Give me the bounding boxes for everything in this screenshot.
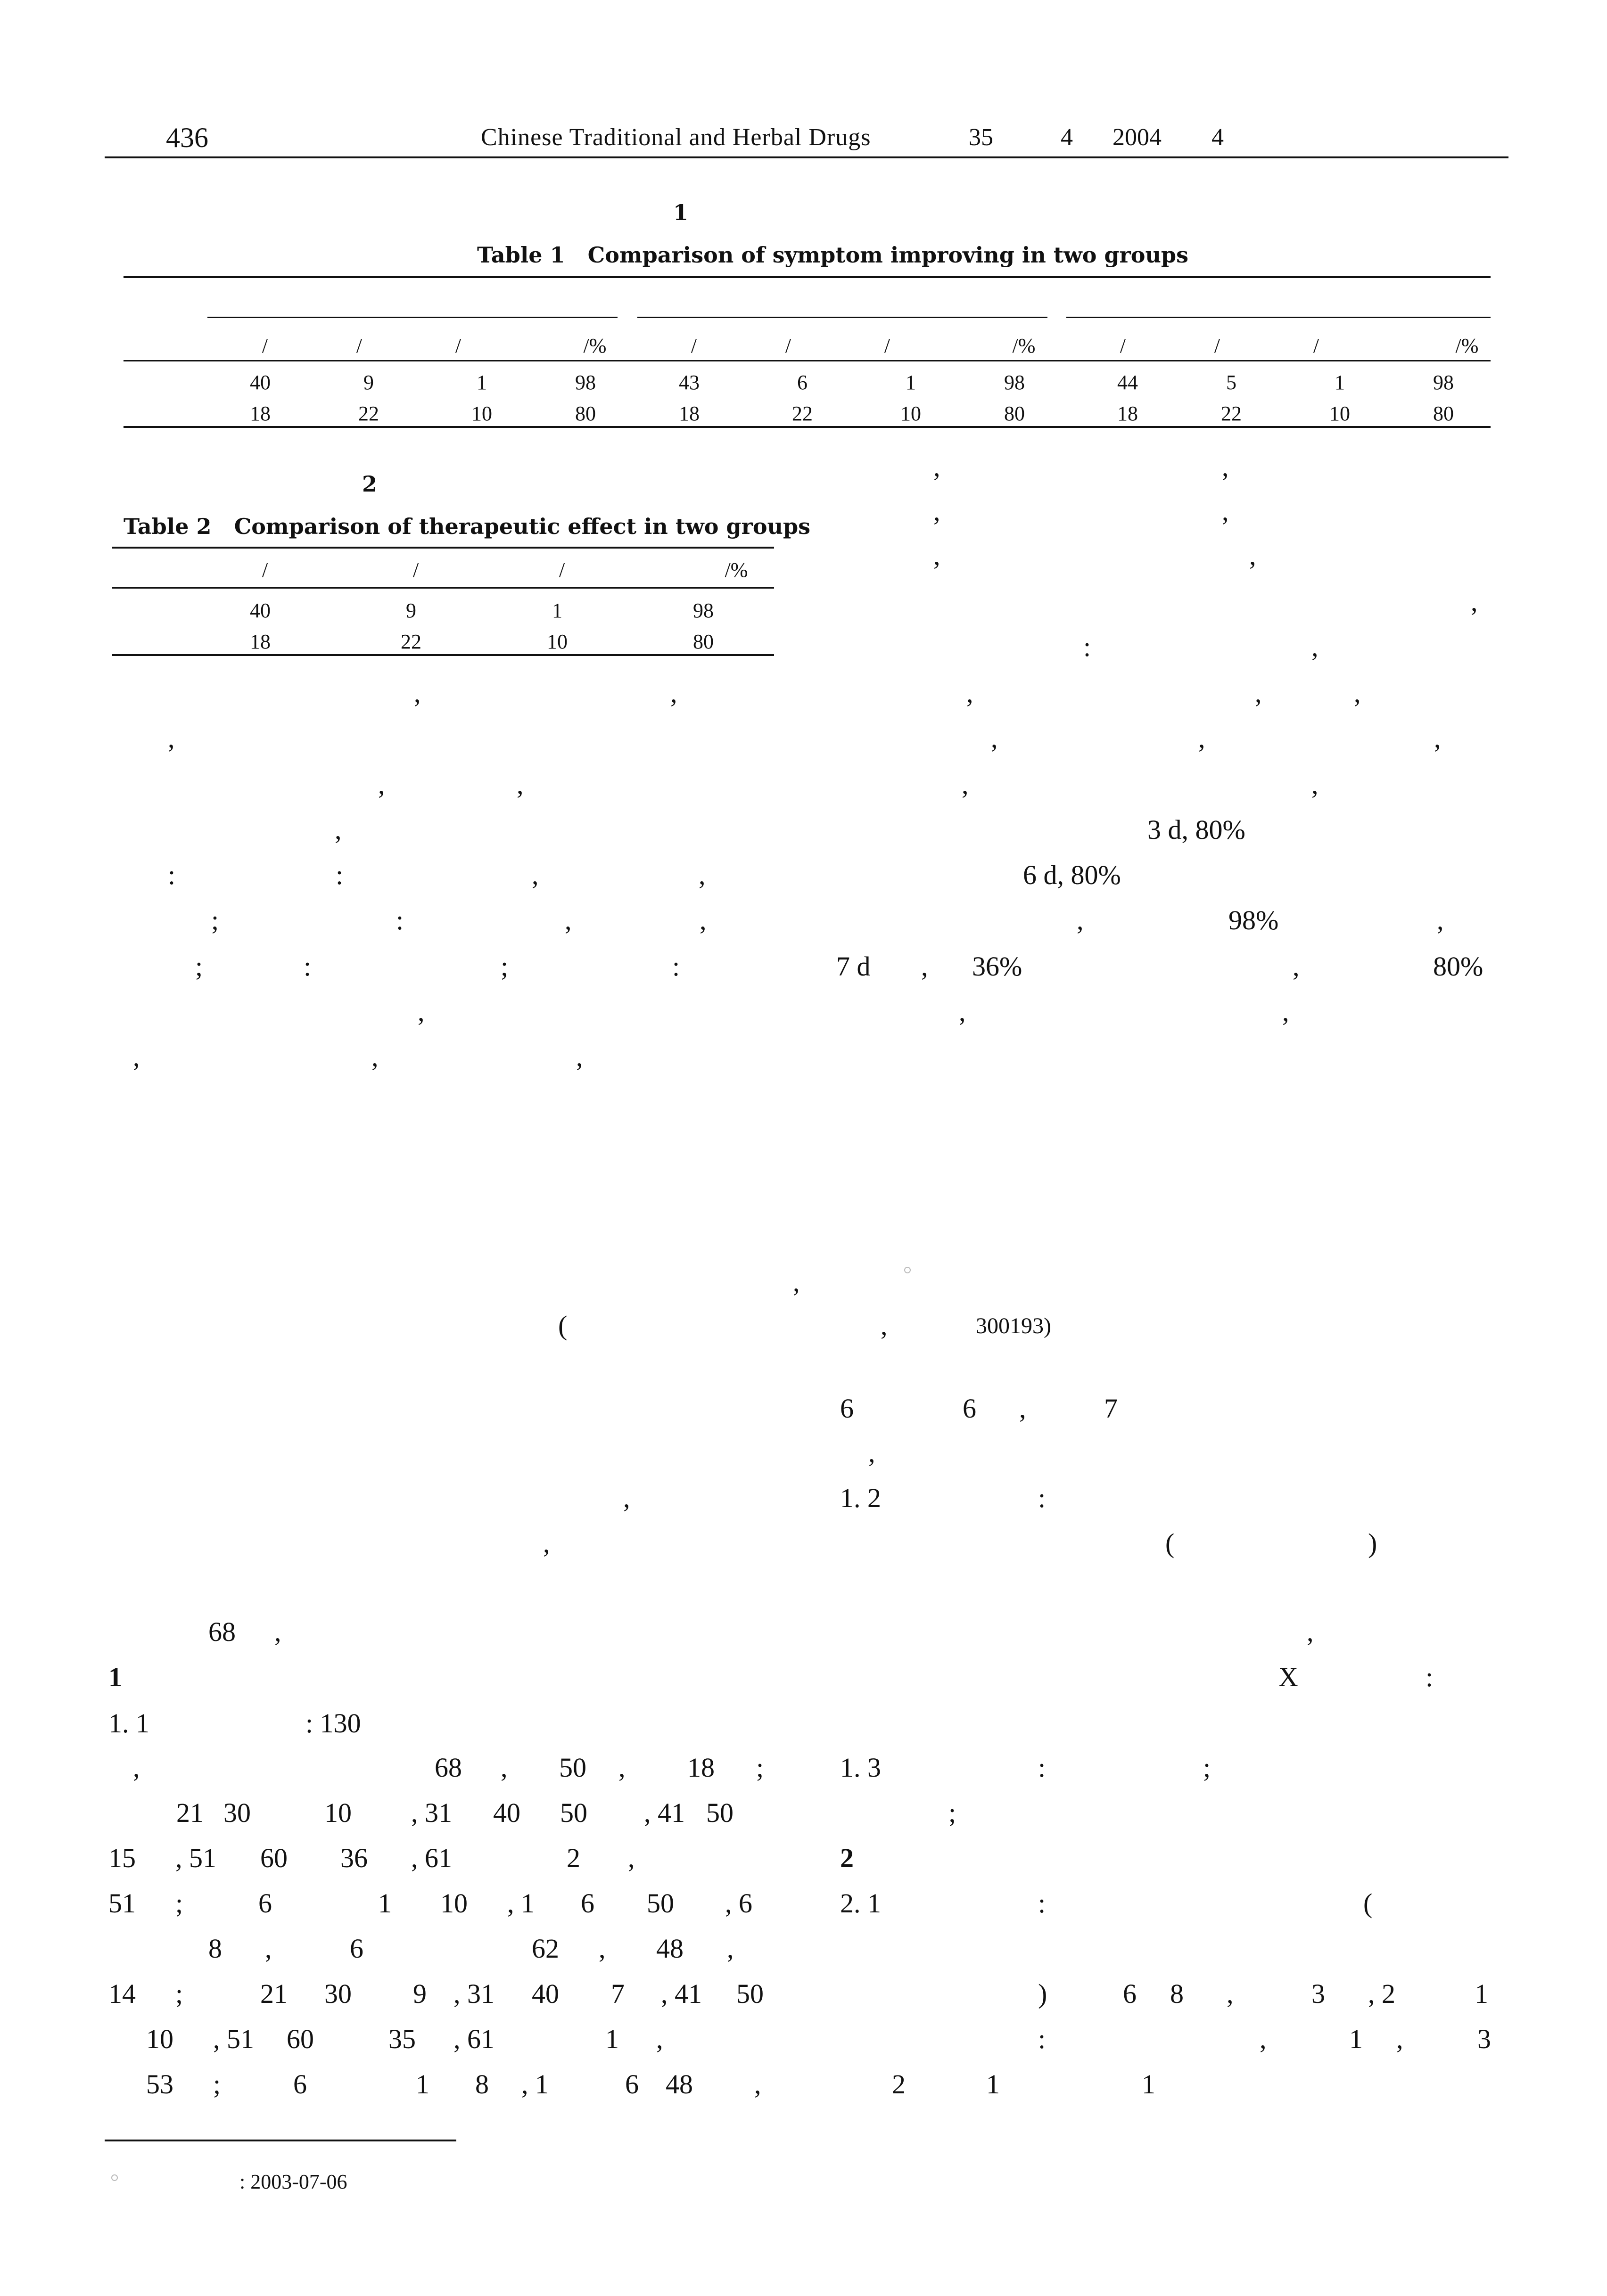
table-1-col-mark: /% <box>1455 334 1479 357</box>
text-fragment: 50 <box>559 1752 586 1783</box>
text-fragment: 8 <box>208 1933 222 1964</box>
table-1-group-rule-2 <box>637 317 1047 318</box>
text-fragment: , <box>1249 540 1256 571</box>
text-fragment: , <box>1311 631 1319 662</box>
text-fragment: , <box>532 860 539 890</box>
table-1-col-mark: / <box>1214 334 1220 357</box>
text-fragment: 7 <box>611 1978 625 2009</box>
text-fragment: ; <box>1203 1752 1211 1783</box>
text-fragment: ) <box>1038 1978 1047 2009</box>
text-fragment: 6 d, 80% <box>1023 860 1121 890</box>
text-fragment: , <box>1437 905 1444 935</box>
journal-issue: 4 <box>1061 124 1073 151</box>
table-1-top-rule <box>124 276 1491 278</box>
text-fragment: , <box>959 996 966 1027</box>
text-fragment: 36 <box>340 1843 368 1873</box>
text-fragment: 21 <box>176 1797 204 1828</box>
table-cell: 80 <box>1004 402 1025 425</box>
author-line: , <box>793 1267 800 1297</box>
table-cell: 10 <box>471 402 492 425</box>
table-cell: 22 <box>401 630 421 653</box>
subsection-number: 1. 3 <box>840 1752 881 1783</box>
text-fragment: , <box>966 678 973 708</box>
table-2-number: 2 <box>362 471 378 497</box>
text-fragment: 7 <box>1104 1393 1118 1424</box>
table-cell: 43 <box>679 371 700 394</box>
text-fragment: ; <box>213 2069 221 2099</box>
text-fragment: , <box>727 1933 734 1964</box>
text-fragment: , <box>1311 769 1319 800</box>
text-fragment: , <box>414 678 421 708</box>
text-fragment: , <box>628 1843 635 1873</box>
affiliation-open: ( <box>558 1310 568 1341</box>
table-1-col-mark: / <box>455 334 461 357</box>
text-fragment: 50 <box>560 1797 587 1828</box>
footnote-rule <box>105 2140 456 2141</box>
text-fragment: 6 <box>1123 1978 1137 2009</box>
text-fragment: 30 <box>324 1978 352 2009</box>
table-cell: 22 <box>358 402 379 425</box>
table-1-group-rule-3 <box>1066 317 1491 318</box>
table-1-col-mark: / <box>356 334 363 357</box>
text-fragment: : <box>1083 631 1091 662</box>
text-fragment: , <box>754 2069 761 2099</box>
text-fragment: , <box>670 678 677 708</box>
table-cell: 18 <box>1117 402 1138 425</box>
text-fragment: , <box>1260 2024 1267 2054</box>
text-fragment: , <box>1307 1616 1314 1647</box>
table-cell: 5 <box>1226 371 1236 394</box>
table-1-col-mark: / <box>262 334 268 357</box>
text-fragment: 1 <box>986 2069 1000 2099</box>
table-2-col-mark: /% <box>725 558 748 582</box>
text-fragment: ; <box>756 1752 764 1783</box>
text-fragment: 6 <box>840 1393 854 1424</box>
text-fragment: 1 <box>1349 2024 1363 2054</box>
text-fragment: , <box>501 1752 508 1783</box>
text-fragment: , 6 <box>725 1888 752 1919</box>
text-fragment: 48 <box>666 2069 693 2099</box>
text-fragment: , 41 <box>661 1978 702 2009</box>
text-fragment: , <box>1396 2024 1403 2054</box>
text-fragment: 6 <box>258 1888 272 1919</box>
text-fragment: 3 d, 80% <box>1147 814 1245 845</box>
table-cell: 40 <box>250 599 271 622</box>
table-2-col-mark: / <box>412 558 419 582</box>
journal-year: 2004 <box>1113 124 1162 151</box>
text-fragment: , <box>565 905 572 935</box>
table-1-number: 1 <box>673 200 689 225</box>
text-fragment: 6 <box>581 1888 594 1919</box>
received-date: : 2003-07-06 <box>239 2170 347 2193</box>
text-fragment: , <box>1019 1393 1026 1424</box>
text-fragment: , <box>133 1041 140 1072</box>
table-2-top-rule <box>112 547 774 549</box>
table-cell: 98 <box>1433 371 1454 394</box>
text-fragment: , <box>962 769 969 800</box>
text-fragment: , <box>1434 723 1441 754</box>
text-fragment: , <box>1227 1978 1234 2009</box>
table-1-col-mark: / <box>1313 334 1319 357</box>
text-fragment: , 51 <box>175 1843 216 1873</box>
text-fragment: ; <box>175 1978 183 2009</box>
subsection-number: 2. 1 <box>840 1888 881 1919</box>
text-fragment: , <box>933 540 940 571</box>
table-1-col-mark: / <box>884 334 890 357</box>
text-fragment: : <box>672 951 680 982</box>
text-fragment: : <box>1038 1752 1046 1783</box>
text-fragment: , <box>700 905 707 935</box>
text-fragment: 8 <box>475 2069 489 2099</box>
text-fragment: 68 <box>435 1752 462 1783</box>
text-fragment: , <box>921 951 928 982</box>
text-fragment: , <box>265 1933 272 1964</box>
text-fragment: , <box>933 496 940 526</box>
text-fragment: 18 <box>687 1752 715 1783</box>
table-cell: 22 <box>792 402 813 425</box>
text-fragment: 10 <box>146 2024 173 2054</box>
text-fragment: ; <box>195 951 203 982</box>
text-fragment: , <box>1354 678 1361 708</box>
table-2-col-mark: / <box>262 558 268 582</box>
table-cell: 1 <box>552 599 562 622</box>
text-fragment: 6 <box>293 2069 307 2099</box>
text-fragment: , 1 <box>507 1888 535 1919</box>
text-fragment: 1 <box>378 1888 392 1919</box>
text-fragment: , <box>1077 905 1084 935</box>
text-fragment: : <box>1426 1662 1434 1692</box>
text-fragment: 8 <box>1170 1978 1184 2009</box>
text-fragment: , <box>1282 996 1289 1027</box>
subsection-number: 1. 2 <box>840 1483 881 1513</box>
table-1-group-rule-1 <box>207 317 618 318</box>
journal-name: Chinese Traditional and Herbal Drugs <box>481 124 871 151</box>
table-1-bottom-rule <box>124 426 1491 428</box>
text-fragment: , 1 <box>521 2069 549 2099</box>
text-fragment: 68 <box>208 1616 236 1647</box>
text-fragment: 62 <box>532 1933 559 1964</box>
table-cell: 40 <box>250 371 271 394</box>
text-fragment: ; <box>211 905 219 935</box>
text-fragment: , <box>1255 678 1262 708</box>
text-fragment: 2 <box>567 1843 580 1873</box>
table-1-col-mark: / <box>785 334 791 357</box>
text-fragment: ( <box>1165 1528 1175 1558</box>
text-fragment: 21 <box>260 1978 288 2009</box>
text-fragment: 53 <box>146 2069 173 2099</box>
page-number: 436 <box>166 122 208 153</box>
text-fragment: , <box>1222 496 1229 526</box>
text-fragment: 36% <box>972 951 1022 982</box>
text-fragment: , 51 <box>213 2024 254 2054</box>
text-fragment: : 130 <box>305 1708 361 1738</box>
table-cell: 80 <box>693 630 714 653</box>
section-heading: 1 <box>108 1662 122 1692</box>
text-fragment: 3 <box>1311 1978 1325 2009</box>
text-fragment: , <box>274 1616 281 1647</box>
journal-month: 4 <box>1211 124 1224 151</box>
text-fragment: 14 <box>108 1978 136 2009</box>
table-cell: 18 <box>250 402 271 425</box>
affiliation-comma: , <box>881 1310 888 1341</box>
footnote-mark-icon <box>111 2174 118 2181</box>
text-fragment: 50 <box>647 1888 674 1919</box>
text-fragment: , <box>868 1437 875 1468</box>
text-fragment: : <box>304 951 312 982</box>
text-fragment: , <box>1293 951 1300 982</box>
text-fragment: , <box>1222 451 1229 482</box>
affiliation-postcode: 300193) <box>976 1313 1051 1338</box>
text-fragment: 1 <box>605 2024 619 2054</box>
table-cell: 1 <box>477 371 487 394</box>
text-fragment: 40 <box>532 1978 559 2009</box>
text-fragment: 60 <box>287 2024 314 2054</box>
table-cell: 98 <box>575 371 596 394</box>
table-1-caption: Table 1 Comparison of symptom improving in two groups <box>477 242 1188 268</box>
section-heading: 2 <box>840 1843 854 1873</box>
table-1-col-mark: /% <box>1012 334 1036 357</box>
text-fragment: 15 <box>108 1843 136 1873</box>
subsection-number: 1. 1 <box>108 1708 149 1738</box>
text-fragment: , <box>618 1752 626 1783</box>
text-fragment: 50 <box>706 1797 733 1828</box>
text-fragment: , <box>378 769 385 800</box>
table-cell: 9 <box>363 371 374 394</box>
text-fragment: , <box>371 1041 379 1072</box>
table-cell: 18 <box>250 630 271 653</box>
table-1-col-mark: / <box>691 334 697 357</box>
text-fragment: 6 <box>963 1393 976 1424</box>
text-fragment: , <box>623 1483 630 1513</box>
table-cell: 98 <box>693 599 714 622</box>
table-1-mid-rule <box>124 360 1491 361</box>
text-fragment: 6 <box>625 2069 639 2099</box>
text-fragment: 80% <box>1433 951 1483 982</box>
text-fragment: , <box>599 1933 606 1964</box>
text-fragment: , 31 <box>453 1978 494 2009</box>
table-cell: 44 <box>1117 371 1138 394</box>
text-fragment: , <box>991 723 998 754</box>
header-rule <box>105 156 1508 158</box>
table-cell: 6 <box>797 371 808 394</box>
text-fragment: , <box>418 996 425 1027</box>
table-cell: 10 <box>1329 402 1350 425</box>
text-fragment: : <box>1038 1888 1046 1919</box>
text-fragment: 1 <box>1142 2069 1155 2099</box>
table-2-caption: Table 2 Comparison of therapeutic effect in two groups <box>124 514 811 539</box>
text-fragment: ( <box>1363 1888 1373 1919</box>
text-fragment: 7 d <box>836 951 871 982</box>
table-cell: 22 <box>1221 402 1242 425</box>
table-cell: 80 <box>575 402 596 425</box>
text-fragment: , <box>699 860 706 890</box>
text-fragment: 98% <box>1228 905 1279 935</box>
text-fragment: 48 <box>656 1933 684 1964</box>
text-fragment: , <box>517 769 524 800</box>
text-fragment: 1 <box>416 2069 429 2099</box>
text-fragment: , 61 <box>411 1843 452 1873</box>
table-cell: 10 <box>547 630 568 653</box>
text-fragment: , <box>1198 723 1205 754</box>
text-fragment: , <box>656 2024 663 2054</box>
text-fragment: 6 <box>350 1933 363 1964</box>
text-fragment: , <box>543 1528 550 1558</box>
table-1-col-mark: /% <box>583 334 607 357</box>
text-fragment: ) <box>1368 1528 1377 1558</box>
text-fragment: : <box>396 905 404 935</box>
text-fragment: ; <box>948 1797 956 1828</box>
table-cell: 98 <box>1004 371 1025 394</box>
text-fragment: 10 <box>324 1797 352 1828</box>
text-fragment: 2 <box>892 2069 906 2099</box>
table-2-bottom-rule <box>112 654 774 656</box>
text-fragment: 51 <box>108 1888 136 1919</box>
text-fragment: ; <box>501 951 509 982</box>
text-fragment: , 41 <box>644 1797 685 1828</box>
text-fragment: 50 <box>736 1978 764 2009</box>
text-fragment: 60 <box>260 1843 288 1873</box>
author-mark-icon <box>904 1267 911 1273</box>
text-fragment: , <box>133 1752 140 1783</box>
text-fragment: 40 <box>493 1797 520 1828</box>
text-fragment: 35 <box>388 2024 416 2054</box>
table-cell: 1 <box>906 371 916 394</box>
text-fragment: : <box>1038 2024 1046 2054</box>
journal-volume: 35 <box>969 124 993 151</box>
text-fragment: 10 <box>440 1888 468 1919</box>
table-2-col-mark: / <box>559 558 565 582</box>
text-fragment: , 61 <box>453 2024 494 2054</box>
text-fragment: X <box>1278 1662 1298 1692</box>
text-fragment: 3 <box>1477 2024 1491 2054</box>
text-fragment: , 2 <box>1368 1978 1395 2009</box>
text-fragment: 30 <box>223 1797 251 1828</box>
table-cell: 80 <box>1433 402 1454 425</box>
text-fragment: , <box>1471 586 1478 617</box>
text-fragment: , <box>335 814 342 845</box>
text-fragment: 1 <box>1475 1978 1488 2009</box>
table-cell: 9 <box>406 599 416 622</box>
table-1-col-mark: / <box>1120 334 1126 357</box>
table-cell: 10 <box>900 402 921 425</box>
text-fragment: , <box>933 451 940 482</box>
text-fragment: , 31 <box>411 1797 452 1828</box>
text-fragment: : <box>1038 1483 1046 1513</box>
text-fragment: : <box>336 860 344 890</box>
text-fragment: 9 <box>413 1978 427 2009</box>
text-fragment: : <box>168 860 176 890</box>
text-fragment: , <box>576 1041 583 1072</box>
table-cell: 1 <box>1335 371 1345 394</box>
table-cell: 18 <box>679 402 700 425</box>
text-fragment: , <box>168 723 175 754</box>
table-2-mid-rule <box>112 587 774 589</box>
text-fragment: ; <box>175 1888 183 1919</box>
